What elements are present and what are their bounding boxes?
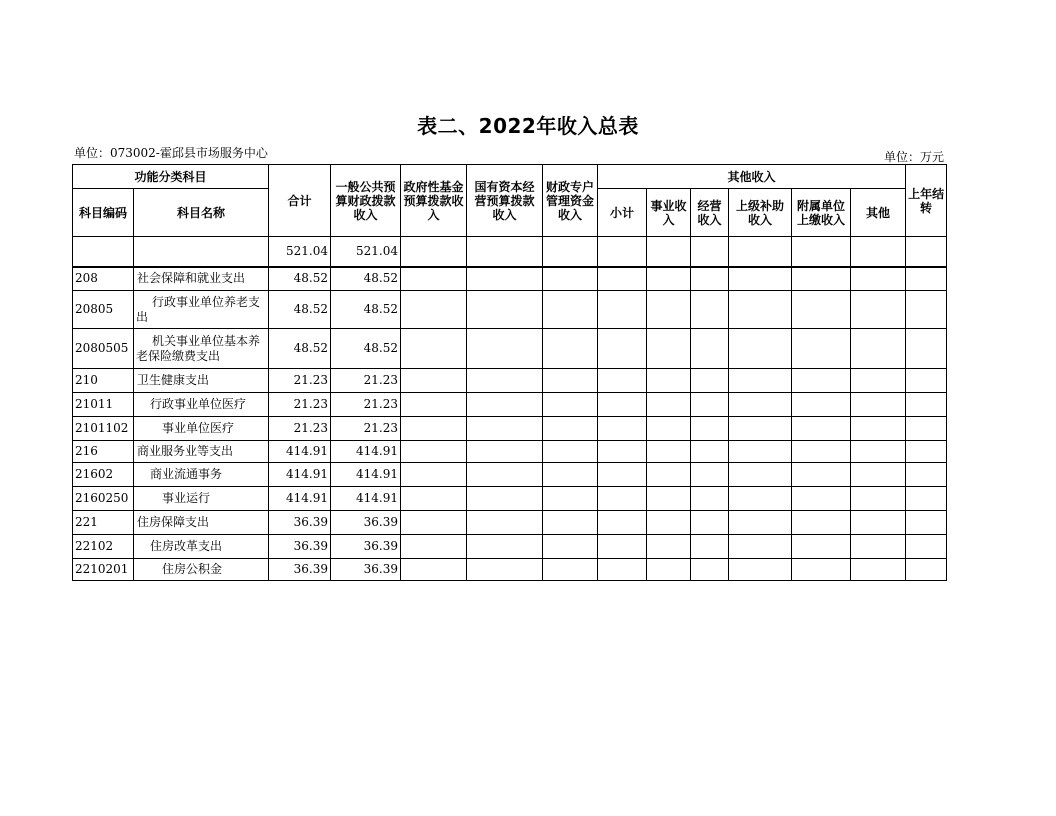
cell-other	[851, 237, 906, 267]
cell-subsidy	[729, 291, 792, 329]
unit-organization: 单位：073002-霍邱县市场服务中心	[74, 146, 268, 160]
cell-state-capital	[467, 237, 543, 267]
cell-operating	[691, 417, 729, 441]
cell-gov-fund	[401, 441, 467, 463]
cell-carryover	[906, 393, 947, 417]
cell-general-budget: 36.39	[331, 511, 401, 535]
cell-general-budget: 414.91	[331, 463, 401, 487]
cell-special-account	[543, 535, 598, 559]
cell-total: 36.39	[269, 535, 331, 559]
cell-affiliated	[792, 559, 851, 581]
cell-affiliated	[792, 329, 851, 369]
header-general-budget: 一般公共预算财政拨款收入	[331, 165, 401, 237]
cell-affiliated	[792, 291, 851, 329]
cell-other	[851, 511, 906, 535]
cell-code: 20805	[73, 291, 134, 329]
cell-subtotal	[598, 511, 647, 535]
cell-general-budget: 48.52	[331, 329, 401, 369]
cell-carryover	[906, 369, 947, 393]
cell-carryover	[906, 463, 947, 487]
cell-special-account	[543, 393, 598, 417]
cell-state-capital	[467, 393, 543, 417]
cell-subtotal	[598, 393, 647, 417]
cell-operating	[691, 329, 729, 369]
cell-other	[851, 267, 906, 291]
cell-general-budget: 48.52	[331, 291, 401, 329]
table-row	[73, 237, 947, 267]
cell-gov-fund	[401, 267, 467, 291]
cell-business	[647, 291, 691, 329]
cell-business	[647, 417, 691, 441]
cell-carryover	[906, 237, 947, 267]
cell-special-account	[543, 291, 598, 329]
cell-operating	[691, 237, 729, 267]
page-title: 表二、2022年收入总表	[417, 114, 639, 138]
cell-special-account	[543, 487, 598, 511]
table-row	[73, 393, 947, 417]
cell-total: 48.52	[269, 267, 331, 291]
cell-total: 414.91	[269, 441, 331, 463]
cell-gov-fund	[401, 237, 467, 267]
cell-carryover	[906, 559, 947, 581]
cell-affiliated	[792, 463, 851, 487]
cell-gov-fund	[401, 291, 467, 329]
cell-special-account	[543, 559, 598, 581]
cell-subtotal	[598, 237, 647, 267]
cell-state-capital	[467, 535, 543, 559]
table-row	[73, 463, 947, 487]
cell-total: 21.23	[269, 369, 331, 393]
cell-total: 48.52	[269, 291, 331, 329]
cell-operating	[691, 291, 729, 329]
cell-name: 行政事业单位医疗	[134, 393, 269, 417]
cell-operating	[691, 535, 729, 559]
cell-special-account	[543, 463, 598, 487]
cell-carryover	[906, 511, 947, 535]
cell-carryover	[906, 487, 947, 511]
cell-name: 商业流通事务	[134, 463, 269, 487]
cell-code: 216	[73, 441, 134, 463]
cell-subtotal	[598, 417, 647, 441]
cell-subsidy	[729, 393, 792, 417]
cell-carryover	[906, 267, 947, 291]
cell-state-capital	[467, 417, 543, 441]
cell-affiliated	[792, 441, 851, 463]
cell-code: 208	[73, 267, 134, 291]
cell-operating	[691, 511, 729, 535]
cell-other	[851, 463, 906, 487]
cell-special-account	[543, 417, 598, 441]
cell-other	[851, 329, 906, 369]
cell-gov-fund	[401, 329, 467, 369]
cell-subsidy	[729, 559, 792, 581]
header-affiliated: 附属单位上缴收入	[792, 189, 851, 237]
cell-affiliated	[792, 267, 851, 291]
table-row	[73, 511, 947, 535]
cell-business	[647, 267, 691, 291]
header-state-capital: 国有资本经营预算拨款收入	[467, 165, 543, 237]
cell-state-capital	[467, 291, 543, 329]
cell-state-capital	[467, 441, 543, 463]
header-func-category: 功能分类科目	[73, 165, 269, 189]
cell-general-budget: 414.91	[331, 441, 401, 463]
cell-subtotal	[598, 267, 647, 291]
cell-subtotal	[598, 291, 647, 329]
cell-gov-fund	[401, 393, 467, 417]
table-row	[73, 417, 947, 441]
cell-general-budget: 36.39	[331, 535, 401, 559]
cell-general-budget: 36.39	[331, 559, 401, 581]
cell-subsidy	[729, 417, 792, 441]
cell-subtotal	[598, 487, 647, 511]
table-row	[73, 291, 947, 329]
cell-state-capital	[467, 267, 543, 291]
cell-operating	[691, 267, 729, 291]
cell-name: 事业运行	[134, 487, 269, 511]
cell-affiliated	[792, 511, 851, 535]
cell-code: 21011	[73, 393, 134, 417]
cell-total: 521.04	[269, 237, 331, 267]
cell-general-budget: 521.04	[331, 237, 401, 267]
cell-subsidy	[729, 237, 792, 267]
header-subtotal: 小计	[598, 189, 647, 237]
cell-gov-fund	[401, 559, 467, 581]
cell-business	[647, 237, 691, 267]
cell-operating	[691, 487, 729, 511]
cell-business	[647, 393, 691, 417]
cell-other	[851, 535, 906, 559]
header-name: 科目名称	[134, 189, 269, 237]
cell-code: 210	[73, 369, 134, 393]
cell-operating	[691, 463, 729, 487]
cell-affiliated	[792, 535, 851, 559]
cell-business	[647, 369, 691, 393]
cell-special-account	[543, 329, 598, 369]
cell-special-account	[543, 267, 598, 291]
cell-general-budget: 21.23	[331, 369, 401, 393]
cell-name: 卫生健康支出	[134, 369, 269, 393]
table-row	[73, 369, 947, 393]
cell-other	[851, 393, 906, 417]
cell-gov-fund	[401, 417, 467, 441]
cell-subtotal	[598, 329, 647, 369]
cell-name: 住房保障支出	[134, 511, 269, 535]
cell-subsidy	[729, 487, 792, 511]
cell-affiliated	[792, 487, 851, 511]
header-other: 其他	[851, 189, 906, 237]
table-row	[73, 487, 947, 511]
cell-affiliated	[792, 369, 851, 393]
cell-business	[647, 441, 691, 463]
cell-gov-fund	[401, 369, 467, 393]
header-carryover: 上年结转	[906, 165, 947, 237]
cell-name: 事业单位医疗	[134, 417, 269, 441]
cell-subsidy	[729, 441, 792, 463]
table-row	[73, 329, 947, 369]
cell-subtotal	[598, 535, 647, 559]
cell-state-capital	[467, 559, 543, 581]
cell-code: 2080505	[73, 329, 134, 369]
cell-general-budget: 21.23	[331, 417, 401, 441]
cell-gov-fund	[401, 511, 467, 535]
table-row	[73, 441, 947, 463]
cell-code: 21602	[73, 463, 134, 487]
header-business: 事业收入	[647, 189, 691, 237]
cell-total: 36.39	[269, 559, 331, 581]
cell-subtotal	[598, 463, 647, 487]
cell-code: 2101102	[73, 417, 134, 441]
cell-total: 21.23	[269, 393, 331, 417]
cell-code: 2210201	[73, 559, 134, 581]
cell-business	[647, 463, 691, 487]
cell-special-account	[543, 511, 598, 535]
cell-special-account	[543, 441, 598, 463]
cell-carryover	[906, 291, 947, 329]
cell-affiliated	[792, 417, 851, 441]
cell-total: 48.52	[269, 329, 331, 369]
cell-general-budget: 414.91	[331, 487, 401, 511]
cell-name: 商业服务业等支出	[134, 441, 269, 463]
cell-general-budget: 21.23	[331, 393, 401, 417]
table-row	[73, 535, 947, 559]
cell-operating	[691, 559, 729, 581]
cell-total: 21.23	[269, 417, 331, 441]
cell-operating	[691, 393, 729, 417]
cell-subtotal	[598, 441, 647, 463]
cell-other	[851, 559, 906, 581]
cell-special-account	[543, 237, 598, 267]
cell-code: 221	[73, 511, 134, 535]
cell-state-capital	[467, 329, 543, 369]
cell-subsidy	[729, 329, 792, 369]
cell-name: 住房改革支出	[134, 535, 269, 559]
cell-business	[647, 329, 691, 369]
cell-state-capital	[467, 463, 543, 487]
cell-state-capital	[467, 511, 543, 535]
cell-business	[647, 559, 691, 581]
cell-state-capital	[467, 369, 543, 393]
cell-subsidy	[729, 511, 792, 535]
header-special-account: 财政专户管理资金收入	[543, 165, 598, 237]
cell-carryover	[906, 417, 947, 441]
cell-special-account	[543, 369, 598, 393]
cell-subtotal	[598, 559, 647, 581]
cell-name	[134, 237, 269, 267]
table-row	[73, 559, 947, 581]
cell-carryover	[906, 329, 947, 369]
cell-total: 36.39	[269, 511, 331, 535]
header-code: 科目编码	[73, 189, 134, 237]
cell-gov-fund	[401, 535, 467, 559]
cell-other	[851, 487, 906, 511]
cell-name: 行政事业单位养老支出	[134, 291, 269, 329]
cell-subsidy	[729, 535, 792, 559]
cell-code: 2160250	[73, 487, 134, 511]
cell-carryover	[906, 535, 947, 559]
cell-gov-fund	[401, 463, 467, 487]
cell-other	[851, 441, 906, 463]
cell-affiliated	[792, 237, 851, 267]
header-subsidy: 上级补助收入	[729, 189, 792, 237]
cell-other	[851, 369, 906, 393]
cell-total: 414.91	[269, 463, 331, 487]
header-total: 合计	[269, 165, 331, 237]
cell-code	[73, 237, 134, 267]
cell-business	[647, 535, 691, 559]
cell-business	[647, 511, 691, 535]
unit-currency: 单位：万元	[883, 150, 944, 164]
table-row	[73, 267, 947, 291]
header-operating: 经营收入	[691, 189, 729, 237]
cell-gov-fund	[401, 487, 467, 511]
cell-other	[851, 291, 906, 329]
cell-total: 414.91	[269, 487, 331, 511]
cell-subtotal	[598, 369, 647, 393]
cell-code: 22102	[73, 535, 134, 559]
cell-subsidy	[729, 463, 792, 487]
cell-other	[851, 417, 906, 441]
cell-name: 住房公积金	[134, 559, 269, 581]
cell-name: 社会保障和就业支出	[134, 267, 269, 291]
cell-carryover	[906, 441, 947, 463]
income-summary-table	[72, 164, 947, 581]
cell-name: 机关事业单位基本养老保险缴费支出	[134, 329, 269, 369]
cell-affiliated	[792, 393, 851, 417]
cell-subsidy	[729, 267, 792, 291]
cell-state-capital	[467, 487, 543, 511]
cell-general-budget: 48.52	[331, 267, 401, 291]
cell-subsidy	[729, 369, 792, 393]
header-gov-fund: 政府性基金预算拨款收入	[401, 165, 467, 237]
cell-business	[647, 487, 691, 511]
cell-operating	[691, 441, 729, 463]
header-other-income: 其他收入	[598, 165, 906, 189]
cell-operating	[691, 369, 729, 393]
